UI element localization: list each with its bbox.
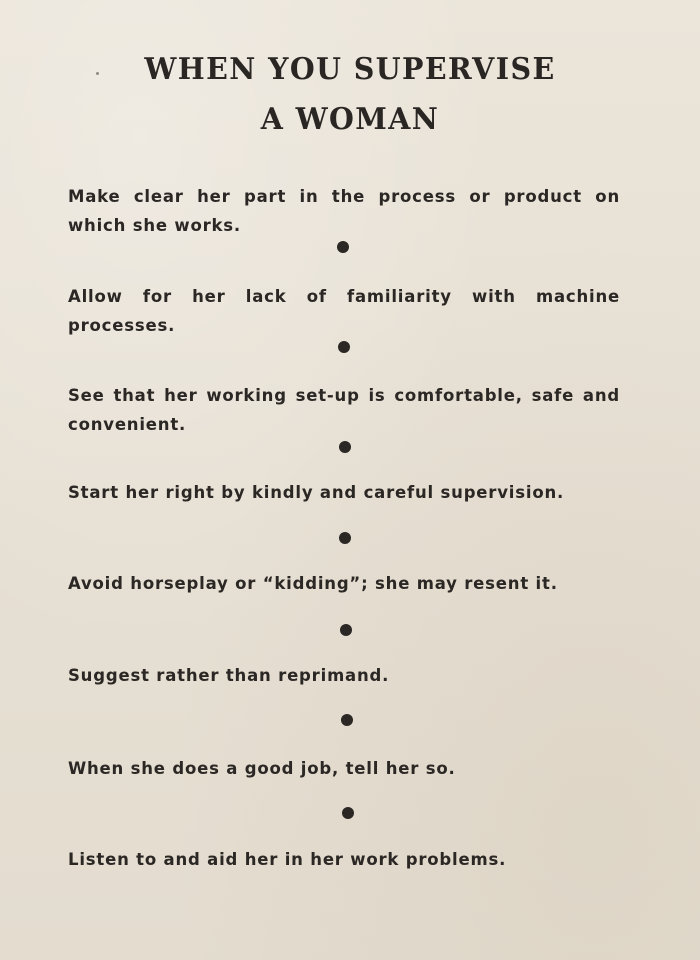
list-item-7: When she does a good job, tell her so.	[68, 759, 456, 778]
list-item-8: Listen to and aid her in her work problems.	[68, 850, 507, 869]
page-title-line-2: A WOMAN	[260, 102, 440, 137]
bullet-divider-3	[339, 441, 351, 453]
bullet-divider-2	[338, 341, 350, 353]
list-item-1: Make clear her part in the process or product on which she works.	[68, 187, 620, 235]
page-title-line-1: WHEN YOU SUPERVISE	[144, 52, 556, 87]
bullet-divider-5	[340, 624, 352, 636]
list-item-6: Suggest rather than reprimand.	[68, 666, 390, 685]
bullet-divider-4	[339, 532, 351, 544]
list-item-2: Allow for her lack of familiarity with machine processes.	[68, 287, 620, 335]
list-item-5: Avoid horseplay or “kidding”; she may resent it.	[68, 574, 558, 593]
list-item-4: Start her right by kindly and careful supervision.	[68, 483, 565, 502]
bullet-divider-1	[337, 241, 349, 253]
bullet-divider-6	[341, 714, 353, 726]
bullet-divider-7	[342, 807, 354, 819]
list-item-3: See that her working set-up is comfortable, safe and convenient.	[68, 386, 620, 434]
